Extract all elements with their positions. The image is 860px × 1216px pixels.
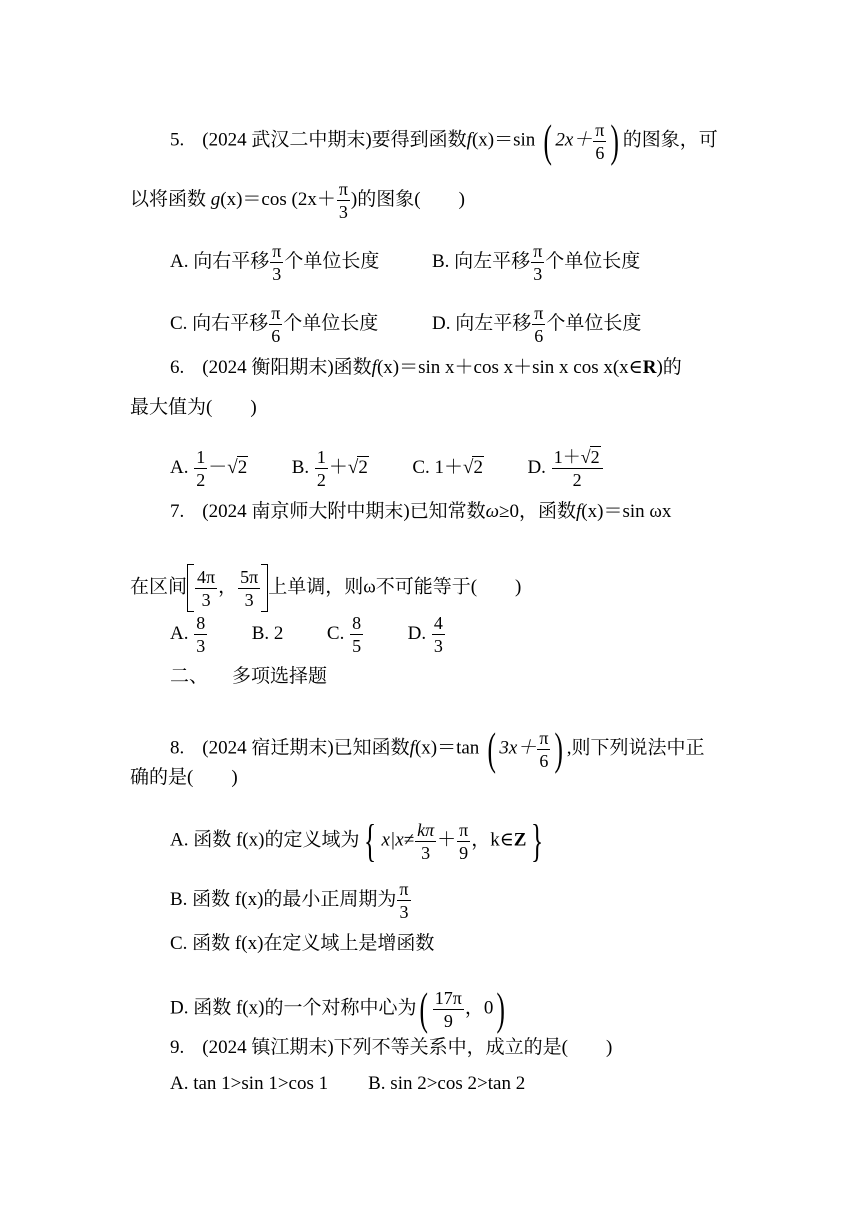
q6-option-b-frac: $\frac{1}{2}$ <box>316 447 326 490</box>
section-index: 二、 <box>170 665 209 687</box>
q7-comma: ， <box>218 576 238 598</box>
q8-frac-pi6: $\frac{\pi}{6}$ <box>539 727 549 771</box>
q6-option-c-label: C. 1＋ <box>412 456 464 478</box>
q5-option-c-label: C. 向右平移 <box>170 312 269 334</box>
q5-option-c <box>170 304 378 345</box>
q6-option-a-frac: $\frac{1}{2}$ <box>196 447 206 490</box>
q7-cond: ≥0，函数 <box>499 501 577 522</box>
q8-option-b-frac: $\frac{\pi}{3}$ <box>399 879 409 922</box>
q6-option-b-label: B. <box>291 456 310 478</box>
q7-frac-5pi3: $\frac{5\pi}{3}$ <box>240 566 259 610</box>
q6-option-d-label: D. <box>527 456 546 478</box>
q9-line1 <box>170 1036 612 1060</box>
q8-number: 8. <box>170 737 185 759</box>
q7-option-c-label: C. <box>326 622 345 644</box>
q8-f: f <box>409 737 415 759</box>
q5-option-b-label: B. 向左平移 <box>432 250 531 272</box>
q6-option-a-label: A. <box>170 456 189 478</box>
q6-option-a-sqrt: √2 <box>227 456 248 478</box>
q5-cos: (x)＝cos (2x＋ <box>220 188 336 210</box>
q8-option-a-Z: Z <box>513 829 527 851</box>
q5-frac-pi6: $\frac{\pi}{6}$ <box>595 119 605 163</box>
q5-option-c-unit: 个单位长度 <box>283 312 379 334</box>
q5-frac-pi3: $\frac{\pi}{3}$ <box>338 179 348 222</box>
q8-d-paren-left: ( <box>419 983 429 1034</box>
q8-option-a-frac-kpi3: $\frac{k\pi}{3}$ <box>417 819 435 863</box>
q6-option-b-plus: ＋ <box>328 456 348 478</box>
q5-g: g <box>210 188 221 210</box>
q8-line1 <box>170 723 705 774</box>
q5-arg: 2x＋ <box>555 129 593 151</box>
q7-option-a-label: A. <box>170 622 189 644</box>
q7-option-c-frac: $\frac{8}{5}$ <box>352 613 362 656</box>
q7-line1 <box>170 500 671 524</box>
q5-f: f <box>466 129 472 151</box>
q5-option-a <box>170 242 379 283</box>
q6-option-a-minus: － <box>208 456 228 478</box>
q8-option-c-label: C. 函数 f(x)在定义域上是增函数 <box>170 933 435 954</box>
q5-option-a-frac: $\frac{\pi}{3}$ <box>272 241 282 284</box>
q8-option-d-label: D. 函数 f(x)的一个对称中心为 <box>170 997 417 1019</box>
q9-number: 9. <box>170 1037 185 1058</box>
q9-option-a: A. tan 1>sin 1>cos 1 <box>170 1073 329 1094</box>
q6-option-d-frac: $\frac{1+√2}{2}$ <box>552 448 603 489</box>
q9-options <box>170 1072 525 1096</box>
q7-option-a-frac: $\frac{8}{3}$ <box>196 613 206 656</box>
q5-option-d-frac: $\frac{\pi}{6}$ <box>534 303 544 346</box>
q8-paren-right: ) <box>554 723 564 774</box>
q7-number: 7. <box>170 501 185 522</box>
q5-answer-blank: )的图象( ) <box>350 188 465 210</box>
q8-option-d-zero: ，0 <box>464 997 494 1019</box>
q5-source: (2024 武汉二中期末)要得到函数 <box>202 129 467 151</box>
q6-option-b-sqrt: √2 <box>347 456 368 478</box>
q7-line2 <box>130 564 521 612</box>
q5-option-d-label: D. 向左平移 <box>432 312 532 334</box>
q8-source: (2024 宿迁期末)已知函数 <box>202 737 410 759</box>
q8-d-paren-right: ) <box>496 983 506 1034</box>
q7-omega: ω <box>485 501 500 522</box>
q7-bracket-left <box>187 564 194 612</box>
q8-paren-left: ( <box>487 723 496 774</box>
section-heading <box>170 664 327 688</box>
q7-frac-4pi3: $\frac{4\pi}{3}$ <box>197 566 216 610</box>
q7-option-b: B. 2 <box>251 622 284 644</box>
q5-option-a-unit: 个单位长度 <box>284 250 380 272</box>
q8-option-a-plus: ＋ <box>437 829 457 851</box>
q6-option-c-sqrt: √2 <box>463 456 483 478</box>
q8-brace-left: { <box>364 815 377 866</box>
q8-arg: 3x＋ <box>499 737 537 759</box>
q6-source: (2024 衡阳期末)函数 <box>202 357 372 378</box>
q8-line2-text: 确的是( ) <box>130 767 238 788</box>
q7-f: f <box>576 501 582 522</box>
q5-option-d-unit: 个单位长度 <box>546 312 642 334</box>
q5-option-b-unit: 个单位长度 <box>545 250 641 272</box>
q8-line2 <box>130 766 238 790</box>
q8-option-c <box>170 932 434 956</box>
q5-option-a-label: A. 向右平移 <box>170 250 270 272</box>
q5-line1 <box>170 115 718 166</box>
q5-paren-left: ( <box>543 115 552 166</box>
q6-f: f <box>371 357 377 378</box>
q8-option-a <box>170 815 549 866</box>
q5-option-d <box>432 304 641 345</box>
q8-option-a-set: x|x≠ <box>381 829 415 851</box>
q5-paren-right: ) <box>610 115 620 166</box>
q8-tail: ,则下列说法中正 <box>566 737 705 759</box>
q7-expr: (x)＝sin ωx <box>581 501 672 522</box>
q6-line2 <box>130 396 257 420</box>
q6-number: 6. <box>170 357 185 378</box>
q8-option-d-frac: $\frac{17\pi}{9}$ <box>434 987 462 1031</box>
q5-line2 <box>130 180 465 221</box>
q5-tail: 的图象，可 <box>622 129 718 151</box>
q7-option-d-frac: $\frac{4}{3}$ <box>433 613 443 656</box>
q8-brace-right: } <box>531 815 544 866</box>
q6-expr: (x)＝sin x＋cos x＋sin x cos x(x∈ <box>376 357 643 378</box>
q6-line2-text: 最大值为( ) <box>130 397 257 418</box>
q8-option-d <box>170 983 509 1034</box>
q5-line2-text: 以将函数 <box>130 188 207 210</box>
q9-option-b: B. sin 2>cos 2>tan 2 <box>368 1073 526 1094</box>
q5-option-c-frac: $\frac{\pi}{6}$ <box>271 303 281 346</box>
q7-option-d-label: D. <box>407 622 427 644</box>
q5-option-b <box>432 242 640 283</box>
q6-tail: )的 <box>656 357 682 378</box>
q8-option-a-frac-pi9: $\frac{\pi}{9}$ <box>459 819 469 863</box>
q7-options <box>170 614 446 655</box>
q5-eq: (x)＝sin <box>471 129 536 151</box>
q9-text: (2024 镇江期末)下列不等关系中，成立的是( ) <box>202 1037 613 1058</box>
q7-interval-label: 在区间 <box>130 576 188 598</box>
q5-number: 5. <box>170 129 185 151</box>
q6-options <box>170 448 604 489</box>
q7-line2-text: 上单调，则ω不可能等于( ) <box>268 576 522 598</box>
q8-option-b <box>170 880 412 921</box>
q7-source: (2024 南京师大附中期末)已知常数 <box>202 501 486 522</box>
q6-R: R <box>642 357 657 378</box>
q8-option-b-label: B. 函数 f(x)的最小正周期为 <box>170 888 397 910</box>
q8-tan: (x)＝tan <box>414 737 480 759</box>
q8-option-a-k: ，k∈ <box>471 829 514 851</box>
q6-line1 <box>170 356 682 380</box>
section-title: 多项选择题 <box>232 665 328 687</box>
q5-option-b-frac: $\frac{\pi}{3}$ <box>533 241 543 284</box>
q8-option-a-label: A. 函数 f(x)的定义域为 <box>170 829 360 851</box>
